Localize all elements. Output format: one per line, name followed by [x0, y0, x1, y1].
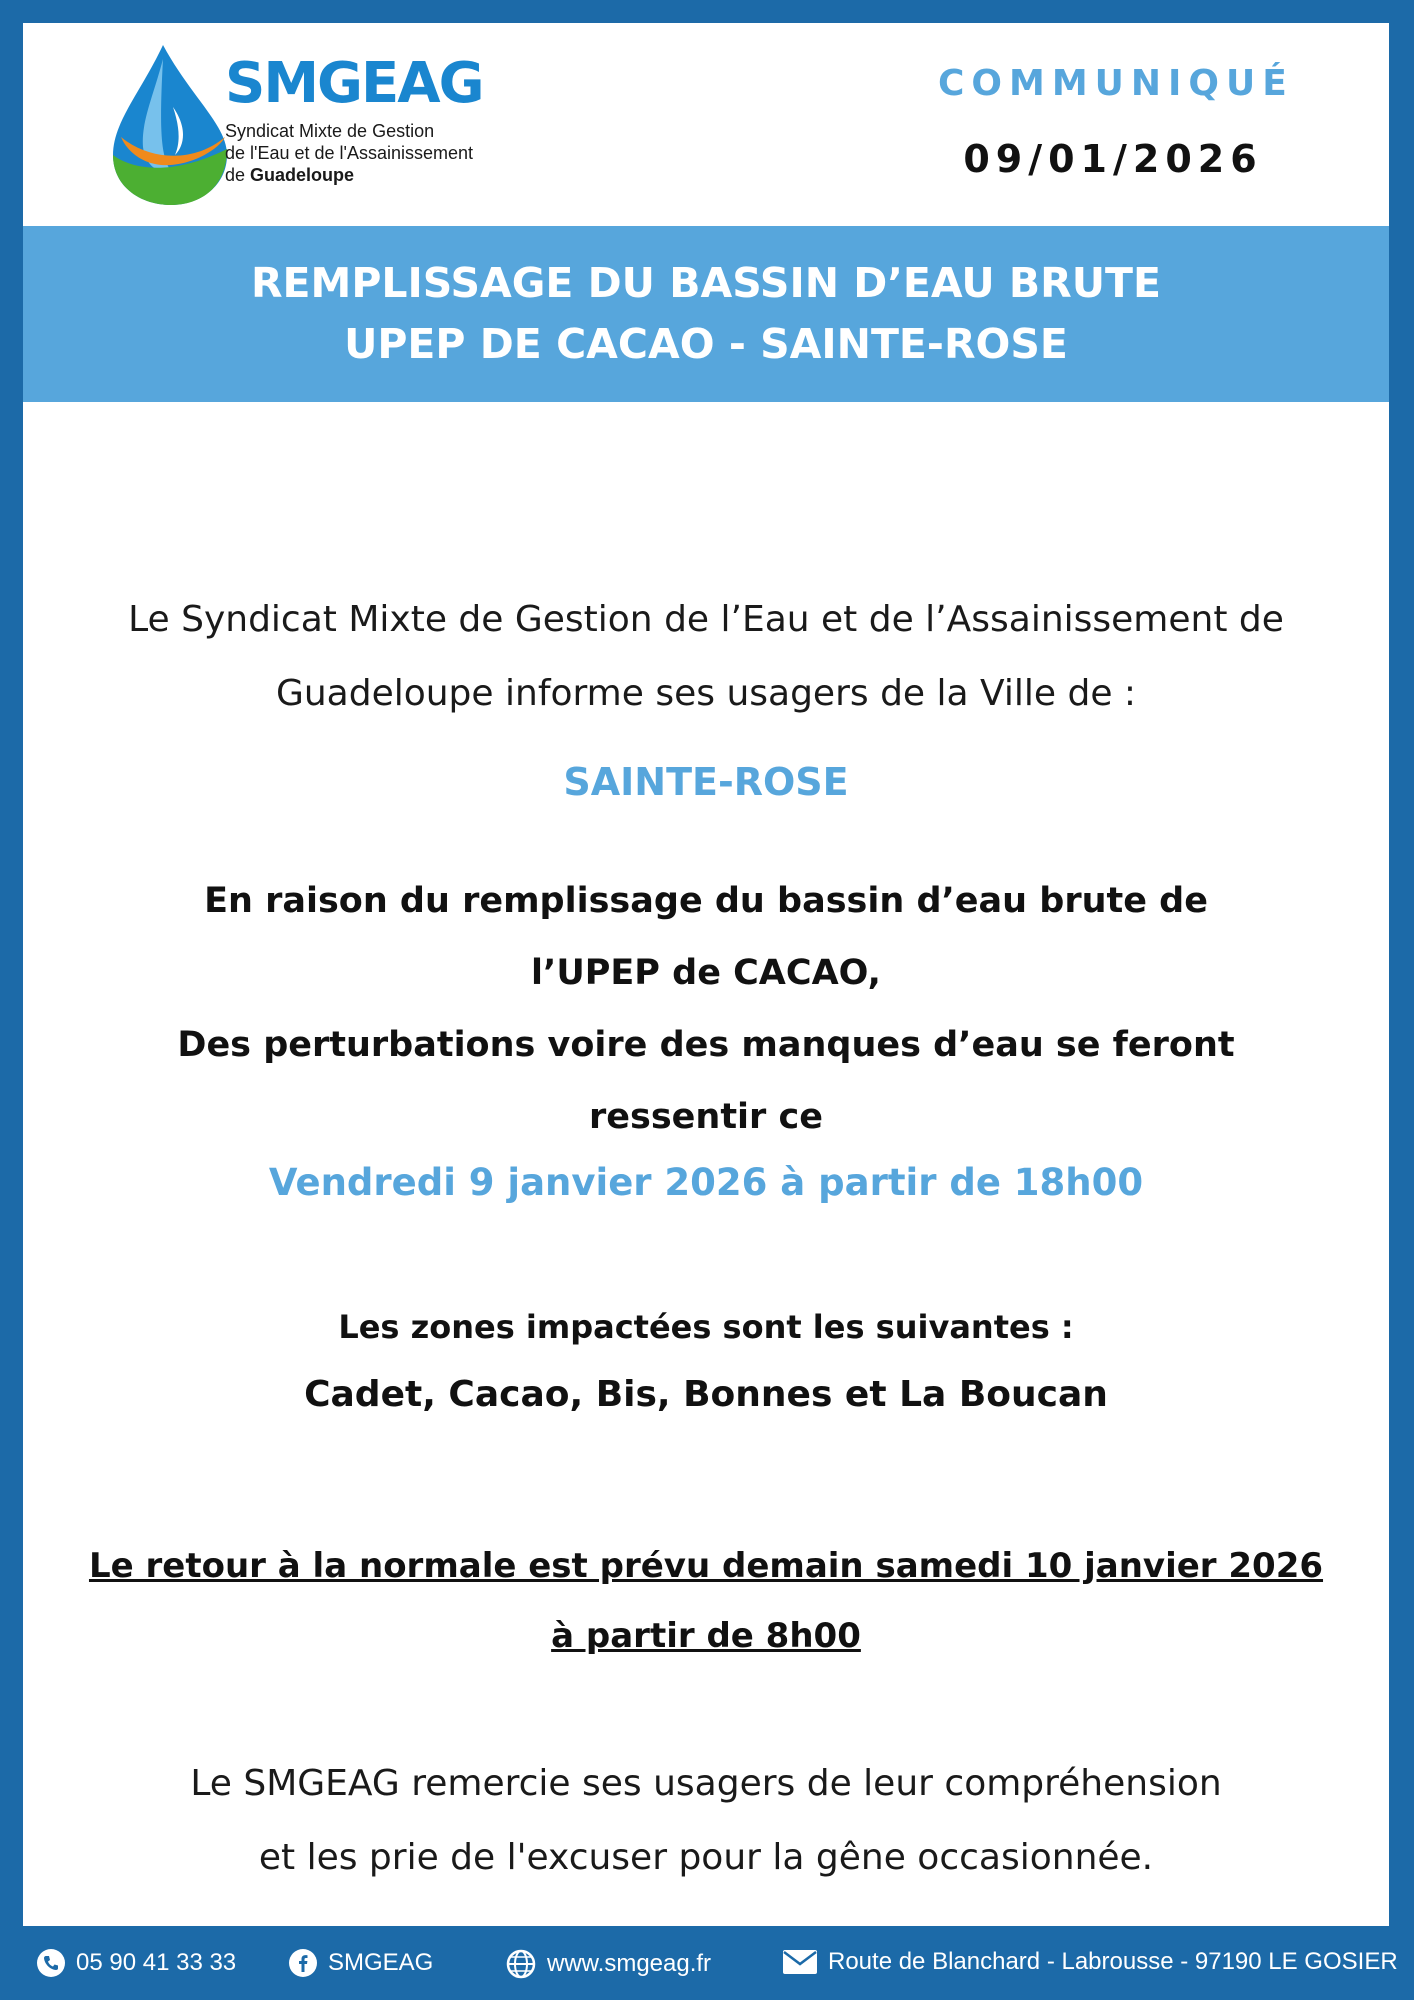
brand-name: SMGEAG: [225, 51, 483, 116]
thanks-line-2: et les prie de l'excuser pour la gêne occasionnée.: [258, 1837, 1154, 1878]
retour-line-1: Le retour à la normale est prévu demain samedi 10 janvier 2026: [88, 1546, 1324, 1586]
facebook-icon: [288, 1948, 318, 1978]
reason-line-4: ressentir ce: [589, 1097, 823, 1137]
zones-list: Cadet, Cacao, Bis, Bonnes et La Boucan: [304, 1374, 1108, 1415]
disruption-datetime: Vendredi 9 janvier 2026 à partir de 18h00: [268, 1161, 1144, 1204]
footer-facebook[interactable]: [288, 1948, 433, 1978]
retour-line-2: à partir de 8h00: [551, 1616, 861, 1656]
footer-address: [782, 1948, 1398, 1976]
postal-address: Route de Blanchard - Labrousse - 97190 LE GOSIER: [828, 1948, 1398, 1975]
phone-icon: [36, 1948, 66, 1978]
brand-sub-line-1: Syndicat Mixte de Gestion: [225, 121, 435, 141]
website-url: www.smgeag.fr: [547, 1950, 712, 1977]
brand-subtitle: [225, 120, 525, 186]
reason-line-1: En raison du remplissage du bassin d’eau brute de: [204, 881, 1208, 921]
return-to-normal: [63, 1531, 1349, 1671]
banner-line-2: UPEP DE CACAO - SAINTE-ROSE: [344, 320, 1068, 368]
brand-sub-prefix: de: [225, 165, 246, 185]
zones-heading: Les zones impactées sont les suivantes :: [338, 1308, 1074, 1346]
intro-text: Le Syndicat Mixte de Gestion de l’Eau et de l’Assainissement de Guadeloupe informe ses usagers de la Ville de :: [128, 599, 1284, 714]
facebook-name: SMGEAG: [328, 1949, 434, 1976]
brand-sub-bold: Guadeloupe: [250, 165, 355, 185]
city-name: SAINTE-ROSE: [563, 760, 849, 804]
document-date: 09/01/2026: [963, 137, 1263, 181]
reason-line-3: Des perturbations voire des manques d’eau se feront: [177, 1025, 1235, 1065]
title-banner: [23, 226, 1389, 402]
footer-website[interactable]: [505, 1948, 711, 1980]
footer-phone[interactable]: [36, 1948, 236, 1978]
reason-line-2: l’UPEP de CACAO,: [531, 953, 881, 993]
intro-paragraph: [63, 583, 1349, 731]
thanks-line-1: Le SMGEAG remercie ses usagers de leur compréhension: [190, 1763, 1222, 1804]
water-drop-logo-icon: [101, 37, 241, 207]
reason-paragraph: [63, 865, 1349, 1153]
mail-icon: [782, 1949, 818, 1975]
communique-sheet: [23, 23, 1389, 1926]
footer-contact-bar: [0, 1926, 1414, 2000]
phone-number: 05 90 41 33 33: [76, 1949, 237, 1976]
document-type: COMMUNIQUÉ: [938, 63, 1294, 104]
brand-sub-line-2: de l'Eau et de l'Assainissement: [225, 143, 474, 163]
globe-icon: [505, 1948, 537, 1980]
brand-sub-line-3: [225, 164, 525, 186]
banner-line-1: REMPLISSAGE DU BASSIN D’EAU BRUTE: [250, 259, 1162, 307]
thanks-paragraph: [63, 1747, 1349, 1895]
